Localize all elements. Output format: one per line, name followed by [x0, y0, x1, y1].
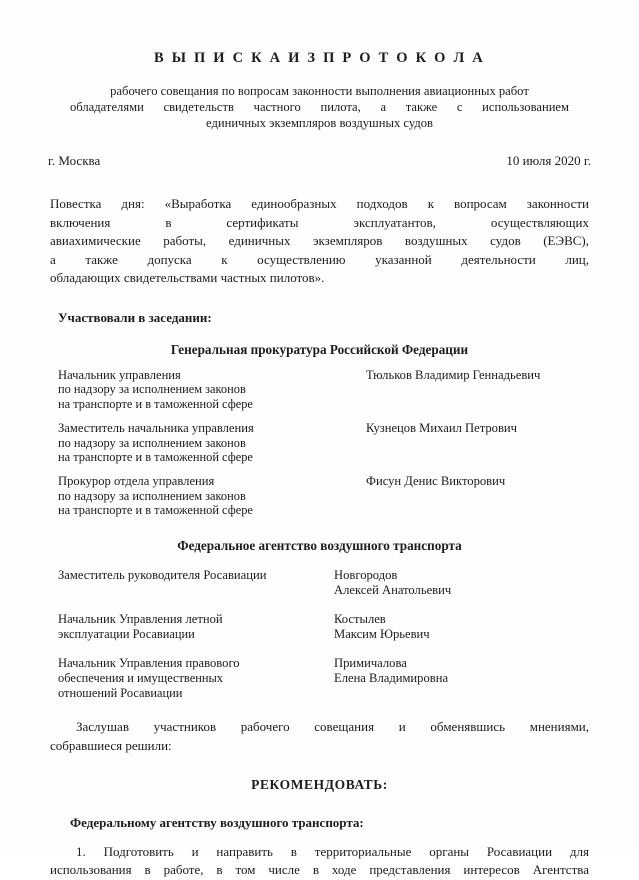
list-item [44, 368, 595, 412]
org-heading-prosecutor: Генеральная прокуратура Российской Федерации [170, 341, 469, 357]
participant-name [366, 368, 595, 412]
item-1 [44, 843, 595, 880]
participant-position [58, 474, 366, 518]
position-line-3: отношений Росавиации [58, 685, 183, 700]
position-line-2: обеспечения и имущественных [58, 671, 223, 686]
participant-name [334, 656, 595, 700]
subtitle-line-2: обладателями свидетельств частного пилота, а также с использованием [70, 100, 569, 115]
org-heading-rosaviatsia: Федеральное агентство воздушного транспорта [177, 537, 462, 553]
name-line-1: Фисун Денис Викторович [366, 473, 506, 488]
position-line-1: Прокурор отдела управления [58, 473, 215, 488]
agenda-line-2: включения в сертификаты эксплуатантов, осуществляющих [50, 214, 589, 230]
list-item [44, 421, 595, 465]
name-line-1: Тюльков Владимир Геннадьевич [366, 367, 541, 382]
participant-position [58, 421, 366, 465]
agenda-line-1: Повестка дня: «Выработка единообразных подходов к вопросам законности [50, 196, 589, 212]
conclusion-paragraph [44, 718, 595, 754]
place-date-row [44, 153, 595, 169]
participant-name [366, 421, 595, 465]
subtitle-line-1: рабочего совещания по вопросам законности выполнения авиационных работ [110, 84, 529, 98]
name-line-2: Максим Юрьевич [334, 627, 430, 642]
position-line-3: на транспорте и в таможенной сфере [58, 397, 253, 412]
name-line-1: Костылев [334, 612, 386, 627]
name-line-1: Кузнецов Михаил Петрович [366, 420, 517, 435]
participant-name [334, 612, 595, 642]
page-title: В Ы П И С К А И З П Р О Т О К О Л А [154, 50, 485, 66]
participant-list-prosecutor [44, 368, 595, 518]
list-item [44, 656, 595, 700]
participant-position [58, 656, 334, 700]
date-label: 10 июля 2020 г. [506, 153, 591, 169]
participant-position [58, 568, 334, 598]
position-line-1: Начальник Управления летной [58, 612, 223, 627]
participant-list-rosaviatsia [44, 568, 595, 701]
list-item [44, 612, 595, 642]
name-line-2: Елена Владимировна [334, 671, 449, 686]
place-label: г. Москва [48, 153, 101, 169]
position-line-2: эксплуатации Росавиации [58, 627, 195, 641]
position-line-2: по надзору за исполнением законов [58, 488, 246, 503]
name-line-1: Примичалова [334, 656, 407, 671]
position-line-1: Начальник Управления правового [58, 656, 240, 671]
participant-position [58, 612, 334, 642]
participant-name [334, 568, 595, 598]
position-line-3: на транспорте и в таможенной сфере [58, 450, 253, 465]
participant-position [58, 368, 366, 412]
agenda-paragraph [44, 195, 595, 287]
participants-label: Участвовали в заседании: [58, 309, 212, 325]
subtitle-line-3: единичных экземпляров воздушных судов [206, 116, 433, 131]
position-line-1: Заместитель начальника управления [58, 420, 254, 435]
conclusion-line-1: Заслушав участников рабочего совещания и обменявшись мнениями, [76, 719, 589, 735]
agenda-line-4: а также допуска к осуществлению указанной деятельности лиц, [50, 251, 589, 267]
position-line-2: по надзору за исполнением законов [58, 382, 246, 397]
participant-name [366, 474, 595, 518]
document-subtitle [54, 83, 585, 131]
position-line-1: Заместитель руководителя Росавиации [58, 567, 267, 582]
list-item [44, 474, 595, 518]
item-1-line-1: 1. Подготовить и направить в территориальные органы Росавиации для [76, 843, 589, 859]
position-line-3: на транспорте и в таможенной сфере [58, 503, 253, 518]
position-line-2: по надзору за исполнением законов [58, 435, 246, 450]
position-line-1: Начальник управления [58, 367, 181, 382]
recommend-heading: РЕКОМЕНДОВАТЬ: [251, 776, 388, 792]
list-item [44, 568, 595, 598]
addressee-heading: Федеральному агентству воздушного транспорта: [70, 814, 364, 830]
conclusion-line-2: собравшиеся решили: [50, 737, 172, 753]
item-1-line-2: использования в работе, в том числе в ходе представления интересов Агентства [50, 862, 589, 878]
agenda-line-3: авиахимические работы, единичных экземпляров воздушных судов (ЕЭВС), [50, 233, 589, 249]
name-line-1: Новгородов [334, 567, 398, 582]
name-line-2: Алексей Анатольевич [334, 583, 452, 598]
agenda-line-5: обладающих свидетельствами частных пилотов». [50, 270, 325, 286]
